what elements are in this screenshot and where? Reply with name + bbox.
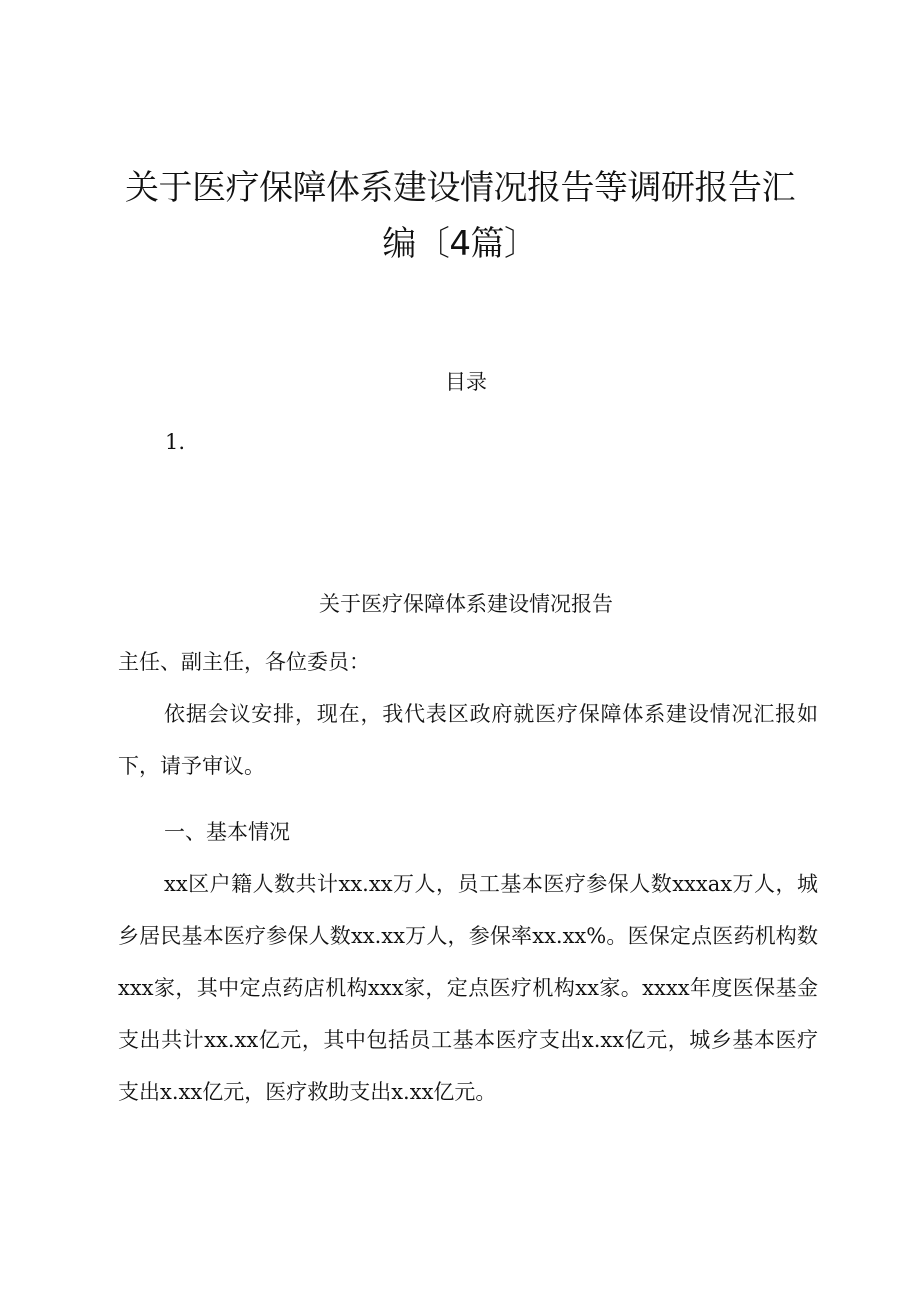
section-heading-basic-situation: 一、基本情况	[164, 820, 290, 844]
report-title: 关于医疗保障体系建设情况报告	[319, 592, 613, 616]
toc-heading: 目录	[445, 370, 487, 394]
salutation: 主任、副主任，各位委员：	[118, 650, 370, 674]
document-title: 关于医疗保障体系建设情况报告等调研报告汇编〔4篇〕	[125, 168, 795, 264]
intro-paragraph: 依据会议安排，现在，我代表区政府就医疗保障体系建设情况汇报如下，请予审议。	[118, 702, 818, 778]
basic-situation-paragraph: xx区户籍人数共计xx.xx万人，员工基本医疗参保人数xxxax万人，城乡居民基本医疗参保人数xx.xx万人，参保率xx.xx%。医保定点医药机构数xxx家，其中定点药店机构xxx家，定点医疗机构xx家。xxxx年度医保基金支出共计xx.xx亿元，其中包括员工基本医疗支出x.xx亿元，城乡基本医疗支出x.xx亿元，医疗救助支出x.xx亿元。	[118, 872, 818, 1104]
toc-item-1: 1.	[165, 430, 186, 454]
